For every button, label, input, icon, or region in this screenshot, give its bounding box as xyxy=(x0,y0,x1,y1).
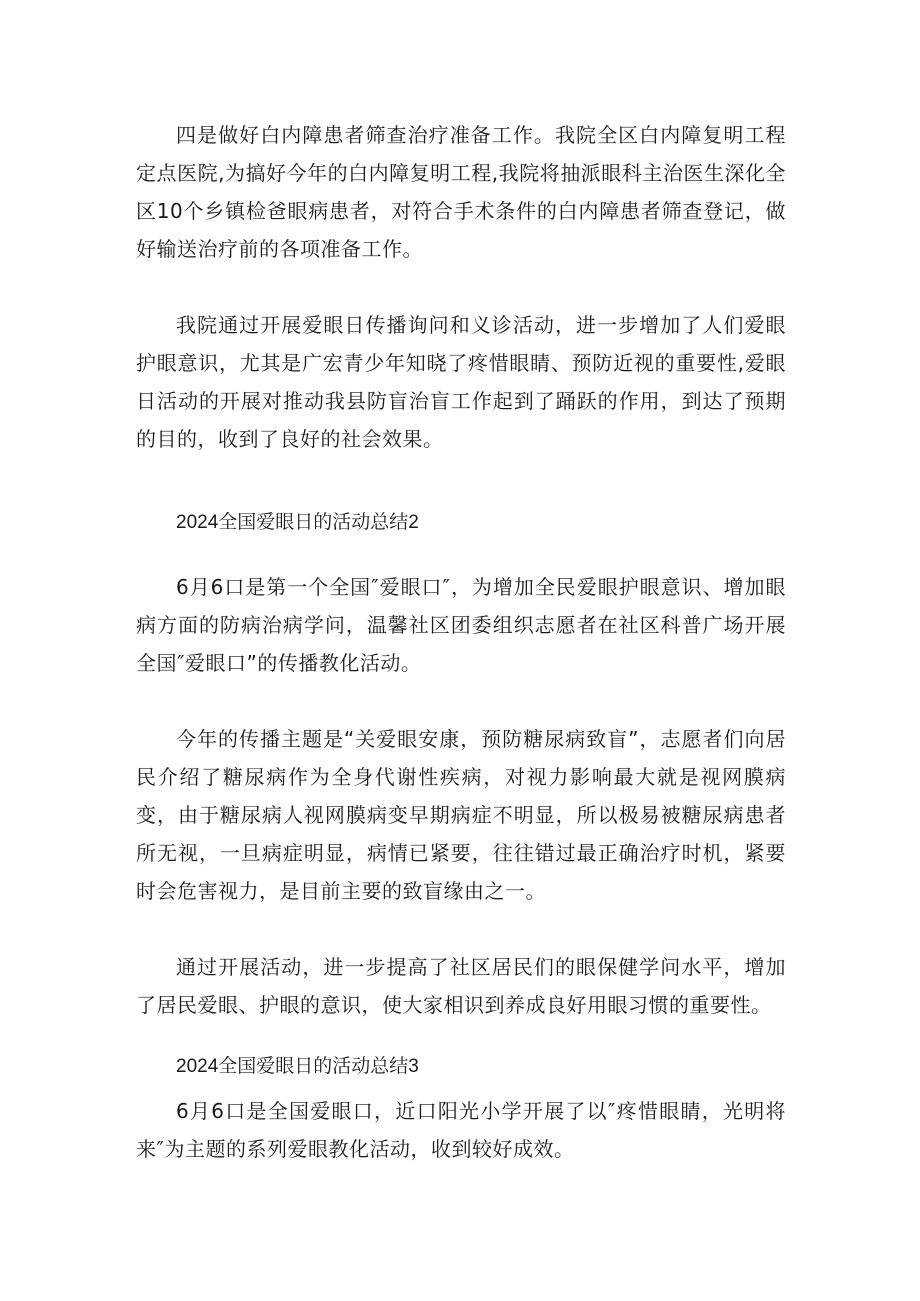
section-heading-2: 2024全国爱眼日的活动总结2 xyxy=(176,512,419,533)
paragraph-cataract-screening: 四是做好白内障患者筛查治疗准备工作。我院全区白内障复明工程定点医院,为搞好今年的白内障复明工程,我院将抽派眼科主治医生深化全区10个乡镇检爸眼病患者，对符合手术条件的白内障患者筛查登记，做好输送治疗前的各项准备工作。 xyxy=(136,123,786,261)
paragraph-community-event: 6月6口是第一个全国″爱眼口″，为增加全民爱眼护眼意识、增加眼病方面的防病治病学问，温馨社区团委组织志愿者在社区科普广场开展全国″爱眼口”的传播教化活动。 xyxy=(136,575,786,675)
paragraph-diabetes-theme: 今年的传播主题是“关爱眼安康，预防糖尿病致盲”，志愿者们向居民介绍了糖尿病作为全身代谢性疾病，对视力影响最大就是视网膜病变，由于糖尿病人视网膜病变早期病症不明显，所以极易被糖尿病患者所无视，一旦病症明显，病情已紧要，往往错过最正确治疗时机，紧要时会危害视力，是目前主要的致盲缘由之一。 xyxy=(136,727,786,903)
paragraph-eye-day-results: 我院通过开展爱眼日传播询问和义诊活动，进一步增加了人们爱眼护眼意识，尤其是广宏青少年知晓了疼惜眼睛、预防近视的重要性,爱眼日活动的开展对推动我县防盲治盲工作起到了踊跃的作用，到达了预期的目的，收到了良好的社会效果。 xyxy=(136,313,786,451)
paragraph-activity-outcome: 通过开展活动，进一步提高了社区居民们的眼保健学问水平，增加了居民爱眼、护眼的意识，使大家相识到养成良好用眼习惯的重要性。 xyxy=(136,955,786,1017)
section-heading-3: 2024全国爱眼日的活动总结3 xyxy=(176,1056,419,1077)
paragraph-school-activity: 6月6口是全国爱眼口，近口阳光小学开展了以″疼惜眼睛，光明将来″为主题的系列爱眼教化活动，收到较好成效。 xyxy=(136,1099,786,1161)
